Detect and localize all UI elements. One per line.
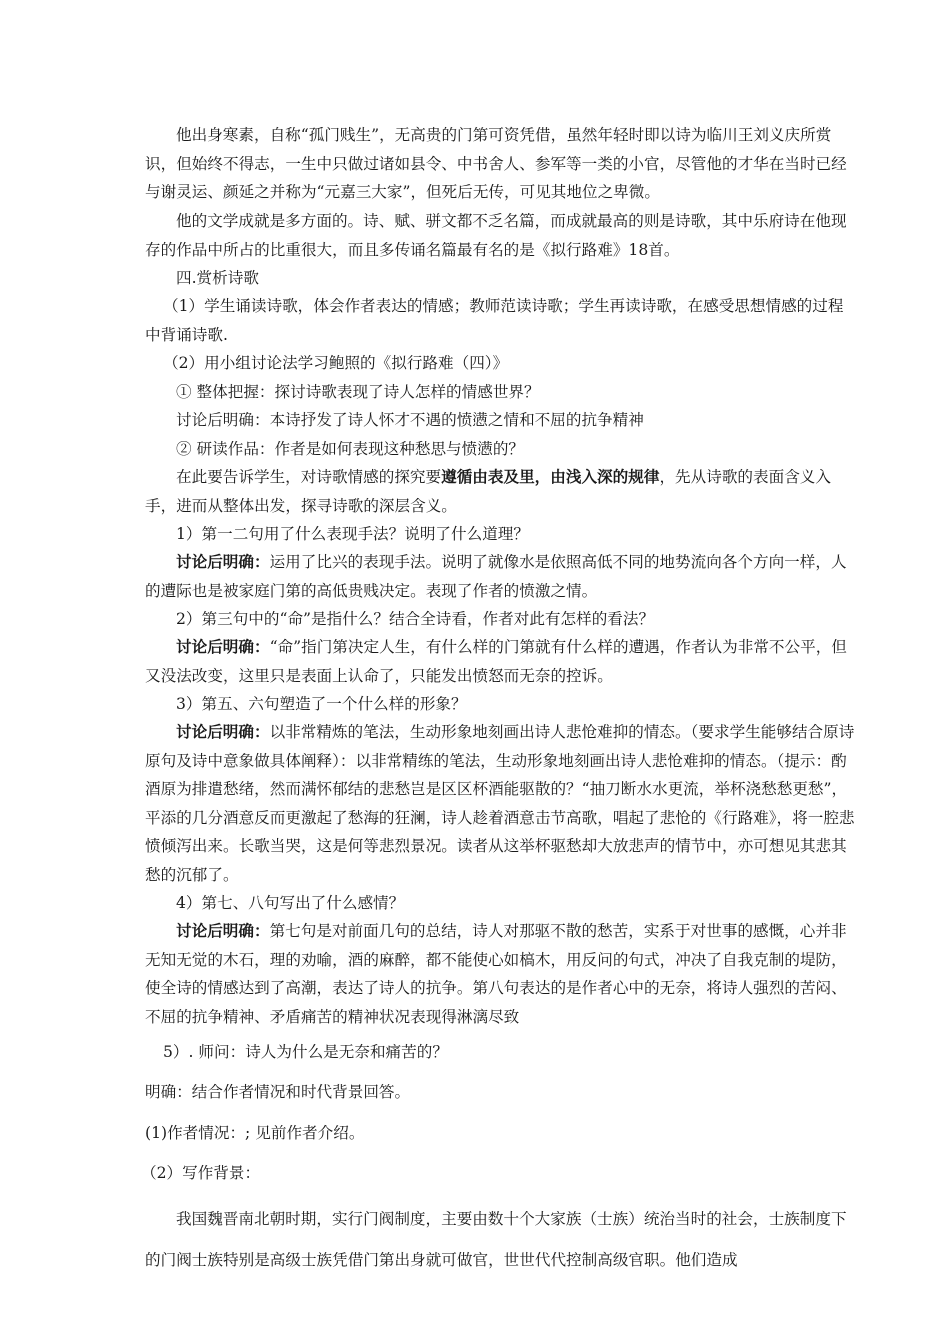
question-3 [145, 690, 857, 719]
study-question [145, 435, 857, 464]
answer-label: 讨论后明确： [176, 921, 270, 940]
paragraph-text: （2）写作背景： [141, 1164, 261, 1182]
paragraph-text: （1）学生诵读诗歌，体会作者表达的情感；教师范读诗歌；学生再读诗歌，在感受思想情感的过程中背诵诗歌. [145, 297, 844, 344]
writing-background-heading [141, 1159, 853, 1188]
answer-4 [145, 917, 857, 1031]
paragraph-text: ① 整体把握：探讨诗歌表现了诗人怎样的情感世界？ [176, 383, 540, 401]
paragraph-text: 1）第一二句用了什么表现手法？说明了什么道理？ [176, 525, 529, 543]
guidance-paragraph [145, 463, 857, 520]
overall-answer [145, 406, 857, 435]
paragraph-text: （2）用小组讨论法学习鲍照的《拟行路难（四）》 [163, 354, 509, 372]
paragraph-text: 他出身寒素，自称“孤门贱生”，无高贵的门第可资凭借，虽然年轻时即以诗为临川王刘义庆所赏识，但始终不得志，一生中只做过诸如县令、中书舍人、参军等一类的小官，尽管他的才华在当时已经与谢灵运、颜延之并称为“元嘉三大家”，但死后无传，可见其地位之卑微。 [145, 126, 847, 201]
emphasis-text: 遵循由表及里，由浅入深的规律 [441, 467, 660, 486]
question-4 [145, 889, 857, 918]
paragraph-text: 3）第五、六句塑造了一个什么样的形象？ [176, 695, 467, 713]
overall-question [145, 378, 857, 407]
paragraph-text: 在此要告诉学生，对诗歌情感的探究要 [176, 468, 442, 486]
paragraph-text: 运用了比兴的表现手法。说明了就像水是依照高低不同的地势流向各个方向一样，人的遭际也是被家庭门第的高低贵贱决定。表现了作者的愤激之情。 [145, 553, 847, 600]
answer-2 [145, 633, 857, 690]
step-1-paragraph [145, 292, 857, 349]
answer-label: 讨论后明确： [176, 552, 270, 571]
paragraph-text: (1)作者情况：; 见前作者介绍。 [145, 1124, 365, 1142]
paragraph-text: 4）第七、八句写出了什么感情？ [176, 894, 405, 912]
paragraph-text: “命”指门第决定人生，有什么样的门第就有什么样的遭遇，作者认为非常不公平，但又没法改变，这里只是表面上认命了，只能发出愤怒而无奈的控诉。 [145, 638, 847, 685]
answer-5 [145, 1078, 857, 1107]
paragraph-text: ② 研读作品：作者是如何表现这种愁思与愤懑的？ [176, 440, 525, 458]
answer-3 [145, 718, 857, 889]
paragraph-text: 2）第三句中的“命”是指什么？结合全诗看，作者对此有怎样的看法？ [176, 610, 655, 628]
paragraph-text: 第七句是对前面几句的总结，诗人对那驱不散的愁苦，实系于对世事的感慨，心并非无知无觉的木石，理的劝喻，酒的麻醉，都不能使心如槁木，用反问的句式，冲决了自我克制的堤防，使全诗的情感达到了高潮，表达了诗人的抗争。第八句表达的是作者心中的无奈，将诗人强烈的苦闷、不屈的抗争精神、矛盾痛苦的精神状况表现得淋漓尽致 [145, 922, 847, 1026]
writing-background-paragraph [145, 1199, 857, 1281]
paragraph-literary-achievement [145, 207, 857, 264]
step-2-paragraph [145, 349, 857, 378]
paragraph-text: 以非常精炼的笔法，生动形象地刻画出诗人悲怆难抑的情态。（要求学生能够结合原诗原句及诗中意象做具体阐释）：以非常精练的笔法，生动形象地刻画出诗人悲怆难抑的情态。（提示：酌酒原为排遣愁绪，然而满怀郁结的悲愁岂是区区杯酒能驱散的？“抽刀断水水更流，举杯浇愁愁更愁”，平添的几分酒意反而更激起了愁海的狂澜，诗人趁着酒意击节高歌，唱起了悲怆的《行路难》，将一腔悲愤倾泻出来。长歌当哭，这是何等悲烈景况。读者从这举杯驱愁却大放悲声的情节中，亦可想见其悲其愁的沉郁了。 [145, 723, 855, 884]
paragraph-text: 我国魏晋南北朝时期，实行门阀制度，主要由数十个大家族（士族）统治当时的社会，士族制度下的门阀士族特别是高级士族凭借门第出身就可做官，世世代代控制高级官职。他们造成 [145, 1210, 847, 1269]
paragraph-text: 他的文学成就是多方面的。诗、赋、骈文都不乏名篇，而成就最高的则是诗歌，其中乐府诗在他现存的作品中所占的比重很大，而且多传诵名篇最有名的是《拟行路难》18首。 [145, 212, 847, 259]
question-5 [145, 1038, 857, 1067]
paragraph-text: ，先从诗歌的表面含义入手，进而从整体出发，探寻诗歌的深层含义。 [145, 468, 831, 515]
question-1 [145, 520, 857, 549]
answer-1 [145, 548, 857, 605]
paragraph-author-background [145, 121, 857, 207]
paragraph-text: 5）. 师问：诗人为什么是无奈和痛苦的？ [163, 1043, 448, 1061]
paragraph-text: 讨论后明确：本诗抒发了诗人怀才不遇的愤懑之情和不屈的抗争精神 [176, 411, 644, 429]
author-situation [145, 1119, 857, 1148]
section-heading [145, 264, 857, 293]
answer-label: 讨论后明确： [176, 722, 270, 741]
answer-label: 讨论后明确： [176, 637, 270, 656]
section-heading-text: 四.赏析诗歌 [176, 269, 259, 287]
question-2 [145, 605, 857, 634]
paragraph-text: 明确：结合作者情况和时代背景回答。 [145, 1083, 411, 1101]
